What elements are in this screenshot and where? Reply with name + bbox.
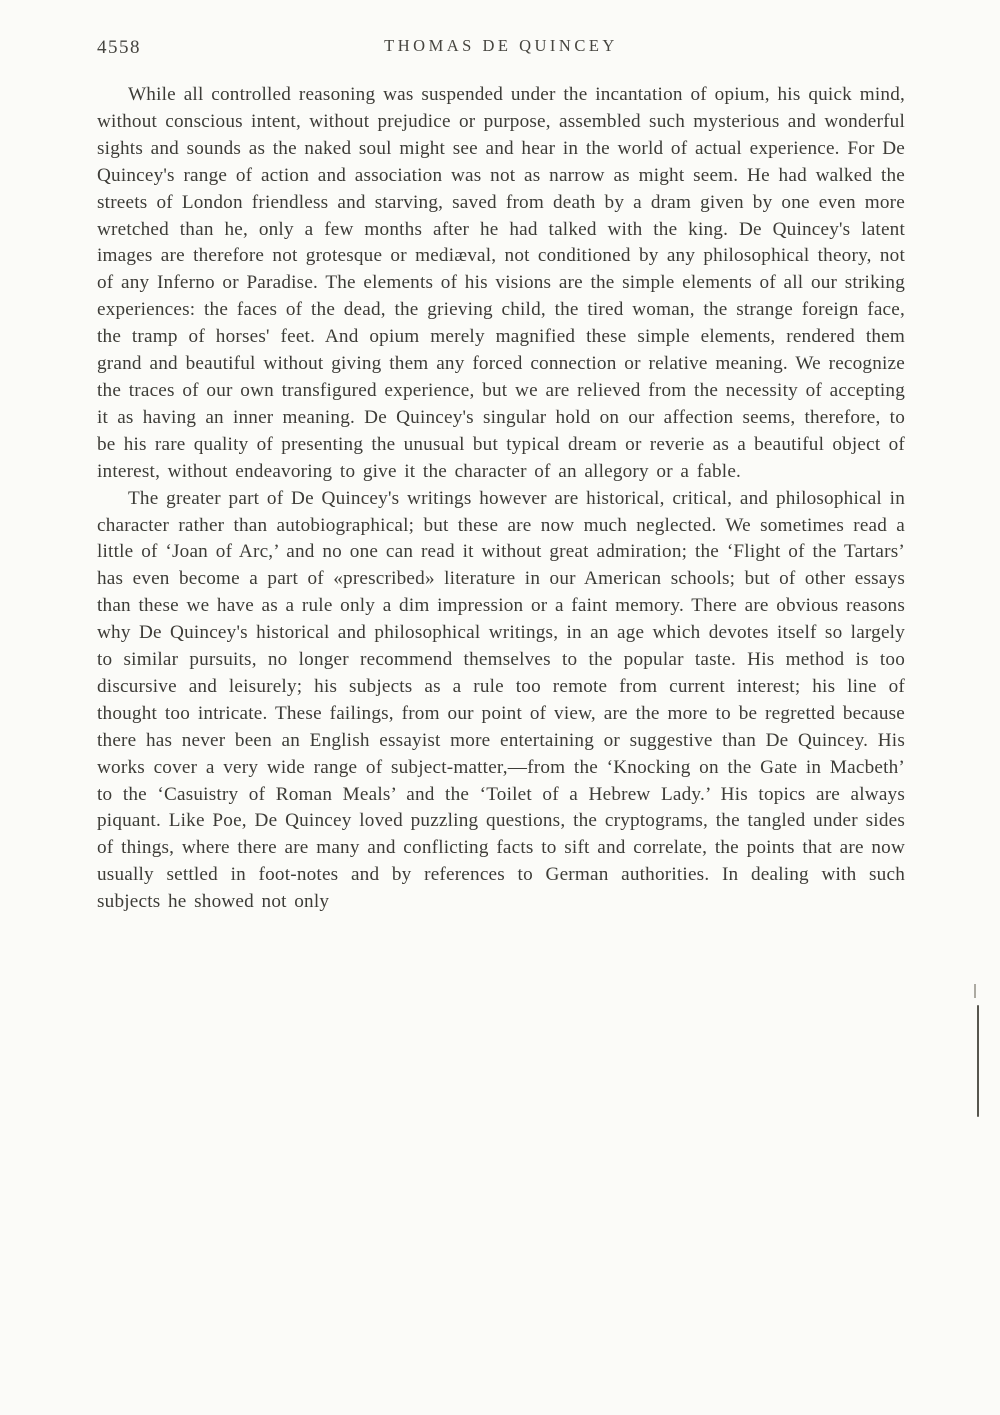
scan-artifact-line: [977, 1005, 979, 1117]
scan-artifact-tick: [974, 984, 976, 998]
page-body: [97, 82, 905, 916]
page-number: 4558: [97, 37, 141, 58]
running-title: THOMAS DE QUINCEY: [384, 36, 618, 55]
paragraph-1: While all controlled reasoning was suspended under the incantation of opium, his quick mind, without conscious intent, without prejudice or purpose, assembled such mysterious and wonderful sights and sounds as the naked soul might see and hear in the world of actual experience. For De Quincey's range of action and association was not as narrow as might seem. He had walked the streets of London friendless and starving, saved from death by a dram given by one even more wretched than he, only a few months after he had talked with the king. De Quincey's latent images are therefore not grotesque or mediæval, not conditioned by any philosophical theory, not of any Inferno or Paradise. The elements of his visions are the simple elements of all our striking experiences: the faces of the dead, the grieving child, the tired woman, the strange foreign face, the tramp of horses' feet. And opium merely magnified these simple elements, rendered them grand and beautiful without giving them any forced connection or relative meaning. We recognize the traces of our own transfigured experience, but we are relieved from the necessity of accepting it as having an inner meaning. De Quincey's singular hold on our affection seems, therefore, to be his rare quality of presenting the unusual but typical dream or reverie as a beautiful object of interest, without endeavoring to give it the character of an allegory or a fable.: [97, 84, 905, 482]
page-header: [97, 34, 905, 82]
paragraph-2: The greater part of De Quincey's writings however are historical, critical, and philosophical in character rather than autobiographical; but these are now much neglected. We sometimes read a little of ‘Joan of Arc,’ and no one can read it without great admiration; the ‘Flight of the Tartars’ has even become a part of «prescribed» literature in our American schools; but of other essays than these we have as a rule only a dim impression or a faint memory. There are obvious reasons why De Quincey's historical and philosophical writings, in an age which devotes itself so largely to similar pursuits, no longer recommend themselves to the popular taste. His method is too discursive and leisurely; his subjects as a rule too remote from current interest; his line of thought too intricate. These failings, from our point of view, are the more to be regretted because there has never been an English essayist more entertaining or suggestive than De Quincey. His works cover a very wide range of subject-matter,—from the ‘Knocking on the Gate in Macbeth’ to the ‘Casuistry of Roman Meals’ and the ‘Toilet of a Hebrew Lady.’ His topics are always piquant. Like Poe, De Quincey loved puzzling questions, the cryptograms, the tangled under sides of things, where there are many and conflicting facts to sift and correlate, the points that are now usually settled in foot-notes and by references to German authorities. In dealing with such subjects he showed not only: [97, 487, 905, 913]
